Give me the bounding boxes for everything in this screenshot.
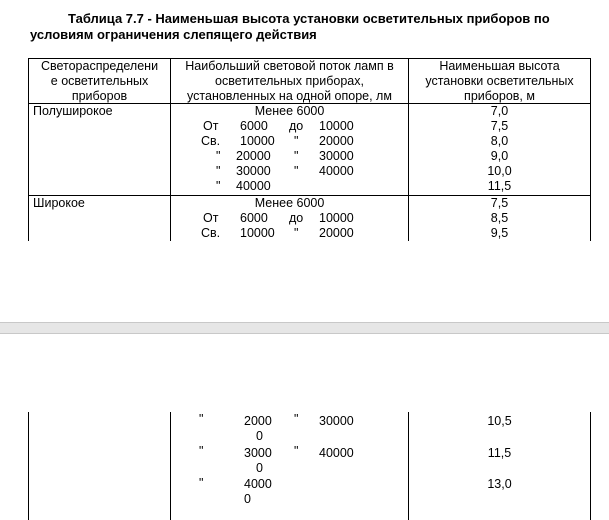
flux-to: 10000 bbox=[319, 211, 354, 225]
flux-prefix: " bbox=[199, 476, 204, 490]
group-label-wide: Широкое bbox=[33, 196, 85, 210]
flux-from: 10000 bbox=[240, 134, 275, 148]
flux-to: 20000 bbox=[319, 226, 354, 240]
flux-from: 3000 bbox=[244, 446, 272, 460]
flux-prefix: Св. bbox=[201, 226, 221, 240]
flux-to: 20000 bbox=[319, 134, 354, 148]
flux-from: 2000 bbox=[244, 414, 272, 428]
table-left-border bbox=[28, 412, 29, 520]
flux-from: 30000 bbox=[236, 164, 271, 178]
flux-prefix: " bbox=[199, 444, 204, 458]
flux-prefix: " bbox=[199, 412, 204, 426]
height-value: 10,5 bbox=[487, 414, 512, 428]
height-value: 9,5 bbox=[490, 226, 509, 240]
header-luminous-flux: Наибольший световой поток ламп в осветительных приборах, установленных на одной опоре, лм bbox=[185, 59, 394, 103]
flux-connector: " bbox=[294, 164, 299, 178]
flux-to: 10000 bbox=[319, 119, 354, 133]
height-value: 7,5 bbox=[490, 119, 509, 133]
flux-prefix: " bbox=[216, 164, 221, 178]
height-value: 8,5 bbox=[490, 211, 509, 225]
height-value: 9,0 bbox=[490, 149, 509, 163]
flux-prefix: " bbox=[216, 149, 221, 163]
header-min-height: Наименьшая высота установки осветительных приборов, м bbox=[425, 59, 574, 103]
flux-prefix: Св. bbox=[201, 134, 221, 148]
flux-from: 10000 bbox=[240, 226, 275, 240]
height-value: 8,0 bbox=[490, 134, 509, 148]
flux-row-less-6000: Менее 6000 bbox=[254, 196, 325, 210]
flux-prefix: От bbox=[203, 119, 219, 133]
height-value: 13,0 bbox=[487, 477, 512, 491]
flux-to: 30000 bbox=[319, 414, 354, 428]
table-title: Таблица 7.7 - Наименьшая высота установки осветительных приборов по условиям ограничения слепящего действия bbox=[30, 11, 550, 42]
height-value: 11,5 bbox=[487, 179, 512, 193]
height-value: 7,5 bbox=[490, 196, 509, 210]
flux-prefix: " bbox=[216, 179, 221, 193]
flux-from: 4000 bbox=[244, 477, 272, 491]
flux-from: 40000 bbox=[236, 179, 271, 193]
flux-to: 30000 bbox=[319, 149, 354, 163]
flux-connector: " bbox=[294, 226, 299, 240]
flux-connector: " bbox=[294, 134, 299, 148]
header-light-distribution: Светораспределени е осветительных приборов bbox=[40, 59, 159, 103]
flux-connector: " bbox=[294, 412, 299, 426]
flux-connector: до bbox=[289, 211, 304, 225]
table-right-border bbox=[590, 58, 591, 241]
height-value: 11,5 bbox=[487, 446, 512, 460]
flux-from-wrap: 0 bbox=[256, 429, 263, 443]
height-value: 7,0 bbox=[490, 104, 509, 118]
flux-connector: " bbox=[294, 444, 299, 458]
flux-connector: " bbox=[294, 149, 299, 163]
flux-to: 40000 bbox=[319, 164, 354, 178]
flux-from-wrap: 0 bbox=[256, 461, 263, 475]
flux-row-less-6000: Менее 6000 bbox=[254, 104, 325, 118]
page-separator bbox=[0, 322, 609, 334]
table-right-border bbox=[590, 412, 591, 520]
flux-from-wrap: 0 bbox=[244, 492, 251, 506]
column-divider-1 bbox=[170, 412, 171, 520]
flux-connector: до bbox=[289, 119, 304, 133]
flux-from: 20000 bbox=[236, 149, 271, 163]
height-value: 10,0 bbox=[487, 164, 512, 178]
flux-prefix: От bbox=[203, 211, 219, 225]
group-label-semi-wide: Полуширокое bbox=[33, 104, 113, 118]
flux-to: 40000 bbox=[319, 446, 354, 460]
flux-from: 6000 bbox=[240, 211, 268, 225]
flux-from: 6000 bbox=[240, 119, 268, 133]
